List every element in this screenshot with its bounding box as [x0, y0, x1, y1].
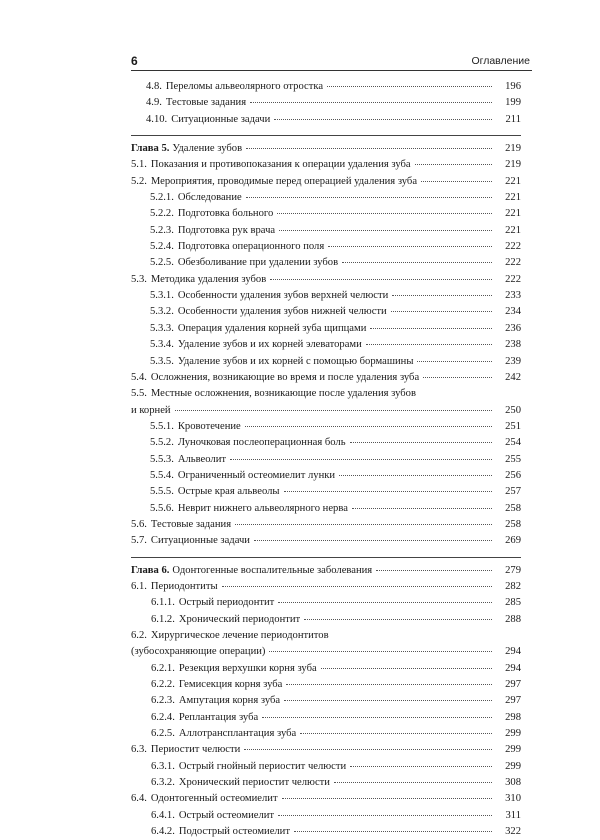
toc-entry[interactable] [131, 579, 521, 595]
entry-title: Периодонтиты [150, 580, 218, 592]
toc-entry[interactable] [131, 223, 521, 239]
toc-entry-title-group [131, 644, 265, 660]
toc-entry-title-group [150, 452, 226, 468]
toc-entry-title-group [151, 595, 274, 611]
toc-entry-title-group [151, 710, 258, 726]
toc-entry-title-group [131, 742, 240, 758]
dot-leader [415, 163, 492, 165]
section-number: 6.4.1. [151, 809, 175, 821]
page-ref: 258 [505, 502, 521, 514]
entry-title: и корней [131, 404, 171, 416]
toc-entry-title-group [151, 726, 296, 742]
page-ref: 239 [505, 355, 521, 367]
toc-entry[interactable] [131, 370, 521, 386]
entry-title: Подострый остеомиелит [178, 826, 290, 838]
toc-entry[interactable] [131, 824, 521, 840]
section-number: 5.3.5. [150, 355, 174, 367]
entry-title: Тестовые задания [165, 97, 247, 109]
running-header: Оглавление [471, 55, 530, 67]
page-ref: 299 [505, 760, 521, 772]
toc-entry-title-group [131, 517, 231, 533]
toc-entry[interactable] [131, 468, 521, 484]
section-number: 5.6. [131, 518, 147, 530]
dot-leader [392, 294, 492, 296]
page-ref: 236 [505, 322, 521, 334]
page-ref: 255 [505, 453, 521, 465]
toc-entry[interactable] [131, 419, 521, 435]
entry-title: Резекция верхушки корня зуба [178, 662, 317, 674]
entry-title: Обезболивание при удалении зубов [177, 257, 339, 269]
section-number: 6.4. [131, 793, 147, 805]
toc-entry-title-group [131, 370, 419, 386]
toc-entry-title-group [131, 628, 329, 644]
page-ref: 282 [505, 580, 521, 592]
page-ref: 308 [505, 777, 521, 789]
toc-entry[interactable] [131, 644, 521, 660]
section-number: 5.2. [131, 175, 147, 187]
toc-entry-title-group [131, 386, 416, 402]
entry-title: Реплантация зуба [178, 711, 259, 723]
page-ref: 222 [505, 273, 521, 285]
dot-leader [321, 667, 492, 669]
toc-entry[interactable] [131, 157, 521, 173]
page-ref: 285 [505, 597, 521, 609]
dot-leader [300, 732, 492, 734]
page-ref: 269 [505, 535, 521, 547]
toc-entry[interactable] [131, 484, 521, 500]
toc-entry[interactable] [131, 288, 521, 304]
section-number: 5.5.6. [150, 502, 174, 514]
page-ref: 221 [505, 192, 521, 204]
toc-chapter-entry[interactable] [131, 563, 521, 579]
entry-title: Ампутация корня зуба [178, 695, 281, 707]
toc-entry-title-group [151, 693, 280, 709]
toc-entry[interactable] [131, 190, 521, 206]
entry-title: Ситуационные задачи [150, 535, 250, 547]
toc-entry[interactable] [131, 742, 521, 758]
page-ref: 299 [505, 728, 521, 740]
toc-entry[interactable] [131, 174, 521, 190]
toc-entry[interactable] [131, 321, 521, 337]
dot-leader [334, 781, 492, 783]
page-ref: 222 [505, 257, 521, 269]
dot-leader [376, 569, 492, 571]
section-number: 5.2.2. [150, 208, 174, 220]
entry-title: Хронический периостит челюсти [178, 777, 330, 789]
toc-entry[interactable] [131, 677, 521, 693]
page-ref: 221 [505, 175, 521, 187]
dot-leader [421, 180, 492, 182]
toc-entry-title-group [150, 239, 324, 255]
dot-leader [230, 458, 492, 460]
section-number: 6.1.1. [151, 597, 175, 609]
toc-entry-title-group [150, 255, 338, 271]
section-number: 5.5.2. [150, 437, 174, 449]
entry-title: Осложнения, возникающие во время и после удаления зуба [150, 371, 420, 383]
entry-title: Обследование [177, 192, 242, 204]
section-number: 6.1. [131, 580, 147, 592]
entry-title: Альвеолит [177, 453, 226, 465]
page-ref: 221 [505, 224, 521, 236]
toc-entry-title-group [150, 337, 362, 353]
toc-entry-title-group [150, 468, 335, 484]
dot-leader [286, 683, 492, 685]
dot-leader [370, 327, 492, 329]
toc-entry[interactable] [131, 595, 521, 611]
toc-entry[interactable] [131, 775, 521, 791]
toc-entry-title-group [150, 501, 348, 517]
dot-leader [279, 229, 492, 231]
toc-chapter-entry[interactable] [131, 141, 521, 157]
toc-entry[interactable] [131, 501, 521, 517]
section-number: 6.3.1. [151, 760, 175, 772]
entry-title: Острый остеомиелит [178, 809, 275, 821]
toc-entry[interactable] [131, 435, 521, 451]
entry-title: Луночковая послеоперационная боль [177, 437, 346, 449]
page-ref: 297 [505, 695, 521, 707]
section-number: 4.10. [146, 113, 168, 125]
dot-leader [366, 343, 492, 345]
dot-leader [254, 539, 492, 541]
dot-leader [282, 797, 492, 799]
toc-entry[interactable] [131, 403, 521, 419]
toc-entry-title-group [131, 403, 171, 419]
section-number: 5.3.3. [150, 322, 174, 334]
toc-entry-title-group [151, 661, 317, 677]
section-number: 6.2.1. [151, 662, 175, 674]
entry-title: Хронический периодонтит [178, 613, 301, 625]
toc-entry[interactable] [131, 95, 521, 111]
toc-entry-title-group [151, 677, 282, 693]
toc-entry-title-group [150, 321, 366, 337]
section-number: 5.3.2. [150, 306, 174, 318]
toc-entry[interactable] [131, 239, 521, 255]
section-divider [131, 135, 521, 136]
entry-title: Периостит челюсти [150, 744, 241, 756]
section-number: 4.9. [146, 97, 162, 109]
section-number: 5.5.5. [150, 486, 174, 498]
dot-leader [417, 360, 492, 362]
page-number: 6 [131, 54, 138, 68]
page-ref: 279 [505, 564, 521, 576]
dot-leader [423, 376, 492, 378]
toc-entry-title-group [131, 272, 266, 288]
toc-entry[interactable] [131, 452, 521, 468]
entry-title: Местные осложнения, возникающие после удаления зубов [150, 388, 416, 400]
section-number: 5.5.1. [150, 420, 174, 432]
page-ref: 257 [505, 486, 521, 498]
toc-entry[interactable] [131, 533, 521, 549]
toc-entry[interactable] [131, 386, 521, 402]
toc-entry[interactable] [131, 726, 521, 742]
dot-leader [278, 601, 492, 603]
toc-entry[interactable] [131, 517, 521, 533]
toc-entry[interactable] [131, 79, 521, 95]
entry-title: Тестовые задания [150, 518, 232, 530]
toc-entry[interactable] [131, 206, 521, 222]
page-ref: 199 [505, 97, 521, 109]
section-number: 6.2.2. [151, 679, 175, 691]
dot-leader [328, 245, 492, 247]
page-ref: 294 [505, 662, 521, 674]
entry-title: Переломы альвеолярного отростка [165, 81, 324, 92]
section-number: 5.3. [131, 273, 147, 285]
section-number: 6.2.4. [151, 711, 175, 723]
page-ref: 258 [505, 518, 521, 530]
entry-title: Операция удаления корней зуба щипцами [177, 322, 367, 334]
table-of-contents [131, 79, 521, 840]
page-ref: 311 [505, 809, 521, 821]
dot-leader [246, 196, 492, 198]
dot-leader [350, 765, 492, 767]
entry-title: Ограниченный остеомиелит лунки [177, 469, 336, 481]
entry-title: Подготовка операционного поля [177, 241, 325, 253]
section-number: 6.3.2. [151, 777, 175, 789]
entry-title: Кровотечение [177, 420, 241, 432]
chapter-label: Глава 5. [131, 143, 170, 155]
section-number: 5.2.5. [150, 257, 174, 269]
dot-leader [278, 814, 492, 816]
toc-entry-title-group [151, 775, 330, 791]
toc-entry-title-group [150, 419, 241, 435]
section-number: 5.2.1. [150, 192, 174, 204]
page-ref: 297 [505, 679, 521, 691]
entry-title: Острый гнойный периостит челюсти [178, 760, 347, 772]
dot-leader [284, 699, 492, 701]
section-number: 6.2.5. [151, 728, 175, 740]
toc-entry-title-group [131, 533, 250, 549]
dot-leader [270, 278, 492, 280]
toc-entry[interactable] [131, 661, 521, 677]
toc-entry-title-group [151, 612, 300, 628]
toc-block [131, 141, 521, 550]
page-ref: 298 [505, 711, 521, 723]
chapter-label: Глава 6. [131, 564, 170, 576]
toc-entry-title-group [150, 223, 275, 239]
toc-entry[interactable] [131, 612, 521, 628]
entry-title: Хирургическое лечение периодонтитов [150, 630, 329, 641]
page-ref: 233 [505, 290, 521, 302]
toc-entry[interactable] [131, 710, 521, 726]
page-ref: 219 [505, 159, 521, 171]
toc-entry-title-group [151, 824, 290, 840]
section-number: 5.5.3. [150, 453, 174, 465]
toc-entry[interactable] [131, 112, 521, 128]
toc-entry-title-group [150, 304, 387, 320]
dot-leader [245, 425, 492, 427]
toc-entry-title-group [146, 79, 323, 95]
toc-entry-title-group [151, 808, 274, 824]
dot-leader [339, 474, 492, 476]
dot-leader [235, 523, 492, 525]
section-number: 5.3.4. [150, 339, 174, 351]
toc-entry-title-group [150, 206, 273, 222]
page-ref: 288 [505, 613, 521, 625]
dot-leader [294, 830, 492, 832]
section-number: 6.2. [131, 630, 147, 641]
section-number: 6.3. [131, 744, 147, 756]
section-number: 5.2.4. [150, 241, 174, 253]
toc-entry-title-group [150, 354, 413, 370]
page-ref: 242 [505, 371, 521, 383]
dot-leader [222, 585, 492, 587]
toc-entry-title-group [131, 791, 278, 807]
page-ref: 211 [505, 113, 521, 125]
page-ref: 196 [505, 81, 521, 92]
section-number: 6.1.2. [151, 613, 175, 625]
entry-title: Одонтогенные воспалительные заболевания [172, 564, 373, 576]
toc-entry[interactable] [131, 791, 521, 807]
entry-title: Особенности удаления зубов верхней челюсти [177, 290, 389, 302]
page-ref: 234 [505, 306, 521, 318]
toc-entry-title-group [151, 759, 346, 775]
dot-leader [352, 507, 492, 509]
entry-title: Острые края альвеолы [177, 486, 280, 498]
toc-entry-title-group [150, 288, 388, 304]
dot-leader [250, 101, 492, 103]
toc-entry-title-group [150, 435, 346, 451]
header-rule [131, 70, 532, 71]
dot-leader [342, 261, 492, 263]
page-ref: 310 [505, 793, 521, 805]
toc-entry[interactable] [131, 759, 521, 775]
page-ref: 222 [505, 241, 521, 253]
toc-entry[interactable] [131, 808, 521, 824]
entry-title: Показания и противопоказания к операции удаления зуба [150, 159, 411, 171]
toc-block [131, 79, 521, 128]
section-number: 5.2.3. [150, 224, 174, 236]
section-number: 5.5.4. [150, 469, 174, 481]
toc-entry-title-group [131, 157, 411, 173]
entry-title: Гемисекция корня зуба [178, 679, 283, 691]
toc-entry-title-group [146, 95, 246, 111]
toc-entry-title-group [131, 579, 218, 595]
toc-entry[interactable] [131, 255, 521, 271]
page-ref: 219 [505, 143, 521, 155]
entry-title: Удаление зубов и их корней с помощью бормашины [177, 355, 414, 367]
section-number: 6.2.3. [151, 695, 175, 707]
toc-entry[interactable] [131, 337, 521, 353]
dot-leader [262, 716, 492, 718]
toc-entry-title-group [150, 484, 280, 500]
dot-leader [274, 118, 492, 120]
toc-entry[interactable] [131, 693, 521, 709]
section-number: 6.4.2. [151, 826, 175, 838]
page-ref: 238 [505, 339, 521, 351]
toc-entry-title-group [150, 190, 242, 206]
page-ref: 250 [505, 404, 521, 416]
dot-leader [350, 441, 492, 443]
entry-title: Неврит нижнего альвеолярного нерва [177, 502, 348, 514]
dot-leader [327, 85, 492, 87]
entry-title: Подготовка рук врача [177, 224, 276, 236]
entry-title: Особенности удаления зубов нижней челюсти [177, 306, 387, 318]
toc-block [131, 563, 521, 840]
section-number: 5.5. [131, 388, 147, 400]
section-number: 5.7. [131, 535, 147, 547]
dot-leader [284, 490, 492, 492]
toc-entry[interactable] [131, 304, 521, 320]
dot-leader [244, 748, 492, 750]
section-number: 5.3.1. [150, 290, 174, 302]
page-ref: 254 [505, 437, 521, 449]
dot-leader [304, 618, 492, 620]
entry-title: Методика удаления зубов [150, 273, 267, 285]
section-number: 5.4. [131, 371, 147, 383]
page-ref: 256 [505, 469, 521, 481]
toc-entry[interactable] [131, 354, 521, 370]
page-ref: 322 [505, 826, 521, 838]
entry-title: Мероприятия, проводимые перед операцией удаления зуба [150, 175, 418, 187]
toc-entry[interactable] [131, 628, 521, 644]
toc-entry-title-group [146, 112, 270, 128]
toc-entry-title-group [131, 563, 372, 579]
entry-title: Острый периодонтит [178, 597, 275, 609]
page-ref: 299 [505, 744, 521, 756]
dot-leader [175, 409, 492, 411]
section-number: 5.1. [131, 159, 147, 171]
page-ref: 251 [505, 420, 521, 432]
page-ref: 294 [505, 646, 521, 658]
entry-title: Ситуационные задачи [171, 113, 271, 125]
entry-title: Удаление зубов и их корней элеваторами [177, 339, 362, 351]
toc-entry-title-group [131, 174, 417, 190]
dot-leader [269, 650, 492, 652]
entry-title: (зубосохраняющие операции) [131, 646, 266, 658]
dot-leader [277, 212, 492, 214]
toc-entry[interactable] [131, 272, 521, 288]
entry-title: Подготовка больного [177, 208, 274, 220]
page-ref: 221 [505, 208, 521, 220]
toc-entry-title-group [131, 141, 242, 157]
entry-title: Одонтогенный остеомиелит [150, 793, 278, 805]
section-number: 4.8. [146, 81, 162, 92]
dot-leader [246, 147, 492, 149]
section-divider [131, 557, 521, 558]
entry-title: Аллотрансплантация зуба [178, 728, 297, 740]
entry-title: Удаление зубов [172, 143, 243, 155]
dot-leader [391, 310, 492, 312]
